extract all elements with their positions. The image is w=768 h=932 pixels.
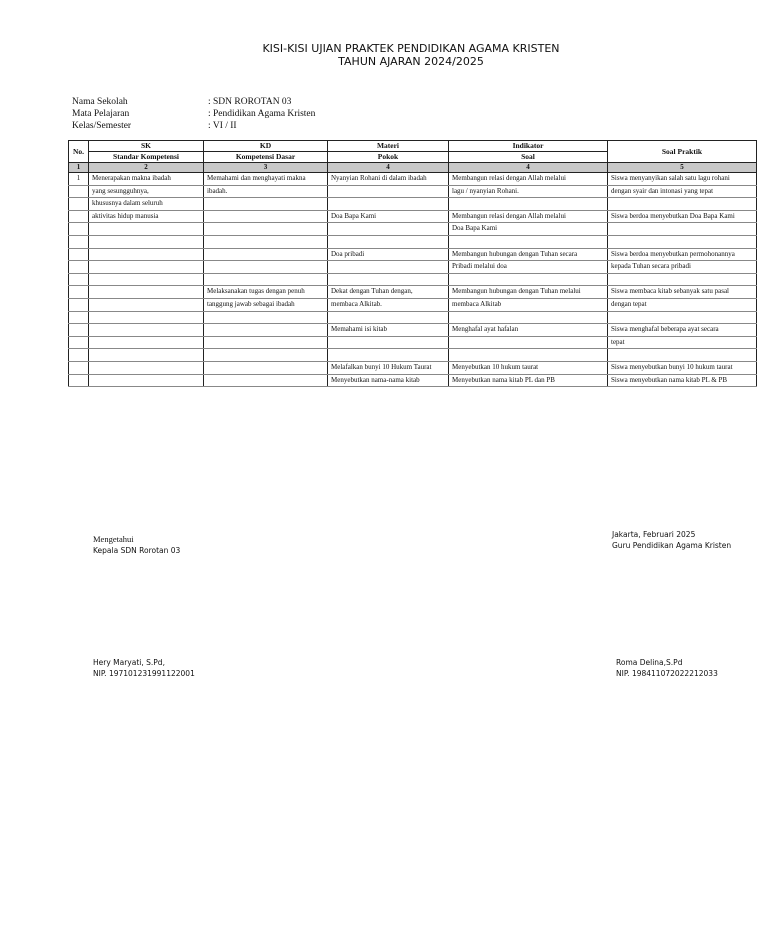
cell-standar-kompetensi	[89, 273, 204, 286]
teacher-name: Roma Delina,S.Pd	[616, 658, 683, 667]
cell-standar-kompetensi: aktivitas hidup manusia	[89, 210, 204, 223]
cell-materi-pokok: Memahami isi kitab	[328, 324, 449, 337]
col-subheader-indikator: Soal	[449, 152, 608, 163]
cell-soal-praktik	[608, 198, 757, 211]
cell-standar-kompetensi: Menerapakan makna ibadah	[89, 173, 204, 186]
cell-kompetensi-dasar	[204, 336, 328, 349]
info-value: : Pendidikan Agama Kristen	[208, 109, 316, 119]
cell-kompetensi-dasar: Melaksanakan tugas dengan penuh	[204, 286, 328, 299]
cell-materi-pokok	[328, 273, 449, 286]
teacher-title: Guru Pendidikan Agama Kristen	[612, 541, 732, 550]
col-header-materi: Materi	[328, 141, 449, 152]
column-number: 2	[89, 163, 204, 173]
cell-indikator-soal: Doa Bapa Kami	[449, 223, 608, 236]
cell-indikator-soal	[449, 349, 608, 362]
table-row	[69, 311, 757, 324]
cell-indikator-soal	[449, 336, 608, 349]
cell-materi-pokok	[328, 349, 449, 362]
cell-indikator-soal: Menyebutkan 10 hukum taurat	[449, 361, 608, 374]
cell-soal-praktik: dengan syair dan intonasi yang tepat	[608, 185, 757, 198]
cell-kompetensi-dasar	[204, 273, 328, 286]
info-label: Nama Sekolah	[72, 97, 128, 107]
col-header-no: No.	[69, 141, 89, 163]
cell-no	[69, 185, 89, 198]
table-row	[69, 173, 757, 186]
cell-materi-pokok	[328, 261, 449, 274]
info-value: : SDN ROROTAN 03	[208, 97, 292, 107]
teacher-nip: NIP. 198411072022212033	[616, 669, 718, 678]
cell-indikator-soal: Menghafal ayat hafalan	[449, 324, 608, 337]
cell-no	[69, 198, 89, 211]
cell-kompetensi-dasar	[204, 311, 328, 324]
info-label: Kelas/Semester	[72, 121, 132, 131]
cell-standar-kompetensi	[89, 261, 204, 274]
col-header-sk: SK	[89, 141, 204, 152]
cell-kompetensi-dasar	[204, 374, 328, 387]
cell-indikator-soal	[449, 198, 608, 211]
cell-standar-kompetensi	[89, 361, 204, 374]
cell-indikator-soal	[449, 273, 608, 286]
cell-kompetensi-dasar	[204, 210, 328, 223]
cell-soal-praktik: dengan tepat	[608, 298, 757, 311]
document-subtitle: TAHUN AJARAN 2024/2025	[338, 55, 484, 68]
cell-materi-pokok	[328, 223, 449, 236]
cell-soal-praktik	[608, 273, 757, 286]
cell-materi-pokok: Doa Bapa Kami	[328, 210, 449, 223]
col-header-soal-praktik: Soal Praktik	[608, 141, 757, 163]
cell-materi-pokok: Nyanyian Rohani di dalam ibadah	[328, 173, 449, 186]
cell-soal-praktik	[608, 349, 757, 362]
column-number: 3	[204, 163, 328, 173]
cell-kompetensi-dasar	[204, 223, 328, 236]
col-subheader-sk: Standar Kompetensi	[89, 152, 204, 163]
cell-no	[69, 311, 89, 324]
exam-grid-table	[68, 140, 757, 387]
table-row	[69, 286, 757, 299]
signature-left-name-block	[93, 657, 195, 679]
principal-nip: NIP. 197101231991122001	[93, 669, 195, 678]
cell-standar-kompetensi	[89, 324, 204, 337]
cell-indikator-soal: Membangun relasi dengan Allah melalui	[449, 210, 608, 223]
cell-no	[69, 223, 89, 236]
col-subheader-kd: Kompetensi Dasar	[204, 152, 328, 163]
cell-soal-praktik: Siswa menghafal beberapa ayat secara	[608, 324, 757, 337]
cell-materi-pokok	[328, 311, 449, 324]
cell-kompetensi-dasar: Memahami dan menghayati makna	[204, 173, 328, 186]
column-number: 5	[608, 163, 757, 173]
col-header-kd: KD	[204, 141, 328, 152]
cell-standar-kompetensi	[89, 311, 204, 324]
place-date: Jakarta, Februari 2025	[612, 530, 696, 539]
cell-soal-praktik: Siswa berdoa menyebutkan permohonannya	[608, 248, 757, 261]
cell-kompetensi-dasar	[204, 261, 328, 274]
cell-indikator-soal: Membangun hubungan dengan Tuhan secara	[449, 248, 608, 261]
cell-soal-praktik: Siswa menyebutkan bunyi 10 hukum taurat	[608, 361, 757, 374]
cell-soal-praktik: kepada Tuhan secara pribadi	[608, 261, 757, 274]
cell-standar-kompetensi	[89, 298, 204, 311]
cell-no	[69, 374, 89, 387]
cell-no	[69, 361, 89, 374]
principal-name: Hery Maryati, S.Pd,	[93, 658, 165, 667]
cell-no	[69, 235, 89, 248]
cell-indikator-soal: Pribadi melalui doa	[449, 261, 608, 274]
table-row	[69, 248, 757, 261]
table-row	[69, 261, 757, 274]
table-row	[69, 210, 757, 223]
acknowledged-label: Mengetahui	[93, 534, 134, 544]
cell-soal-praktik: tepat	[608, 336, 757, 349]
cell-standar-kompetensi	[89, 349, 204, 362]
column-number: 4	[328, 163, 449, 173]
cell-materi-pokok	[328, 235, 449, 248]
cell-no	[69, 298, 89, 311]
cell-materi-pokok: membaca Alkitab.	[328, 298, 449, 311]
table-row	[69, 223, 757, 236]
table-row	[69, 374, 757, 387]
info-row-subject	[72, 108, 315, 120]
info-row-school	[72, 96, 315, 108]
col-subheader-materi: Pokok	[328, 152, 449, 163]
cell-materi-pokok: Melafalkan bunyi 10 Hukum Taurat	[328, 361, 449, 374]
cell-indikator-soal: lagu / nyanyian Rohani.	[449, 185, 608, 198]
table-row	[69, 185, 757, 198]
cell-kompetensi-dasar: tanggung jawab sebagai ibadah	[204, 298, 328, 311]
cell-indikator-soal	[449, 311, 608, 324]
signature-right-name-block	[616, 657, 718, 679]
col-header-indikator: Indikator	[449, 141, 608, 152]
cell-soal-praktik	[608, 223, 757, 236]
cell-kompetensi-dasar	[204, 248, 328, 261]
cell-indikator-soal: Menyebutkan nama kitab PL dan PB	[449, 374, 608, 387]
cell-materi-pokok: Doa pribadi	[328, 248, 449, 261]
cell-materi-pokok: Dekat dengan Tuhan dengan,	[328, 286, 449, 299]
cell-indikator-soal: Membangun relasi dengan Allah melalui	[449, 173, 608, 186]
signature-right-heading	[612, 529, 731, 551]
cell-indikator-soal: membaca Alkitab	[449, 298, 608, 311]
cell-standar-kompetensi: khususnya dalam seluruh	[89, 198, 204, 211]
cell-soal-praktik: Siswa berdoa menyebutkan Doa Bapa Kami	[608, 210, 757, 223]
cell-standar-kompetensi: yang sesungguhnya,	[89, 185, 204, 198]
cell-standar-kompetensi	[89, 223, 204, 236]
cell-indikator-soal: Membangun hubungan dengan Tuhan melalui	[449, 286, 608, 299]
cell-soal-praktik: Siswa membaca kitab sebanyak satu pasal	[608, 286, 757, 299]
cell-no	[69, 336, 89, 349]
table-row	[69, 235, 757, 248]
cell-indikator-soal	[449, 235, 608, 248]
document-title: KISI-KISI UJIAN PRAKTEK PENDIDIKAN AGAMA KRISTEN	[262, 42, 560, 55]
cell-standar-kompetensi	[89, 235, 204, 248]
cell-materi-pokok	[328, 198, 449, 211]
cell-no	[69, 286, 89, 299]
cell-materi-pokok	[328, 336, 449, 349]
cell-standar-kompetensi	[89, 286, 204, 299]
table-row	[69, 273, 757, 286]
cell-soal-praktik: Siswa menyanyikan salah satu lagu rohani	[608, 173, 757, 186]
principal-title: Kepala SDN Rorotan 03	[93, 546, 181, 555]
cell-standar-kompetensi	[89, 336, 204, 349]
cell-no: 1	[69, 173, 89, 186]
cell-soal-praktik	[608, 311, 757, 324]
column-number-row	[69, 163, 757, 173]
table-row	[69, 361, 757, 374]
cell-no	[69, 261, 89, 274]
cell-kompetensi-dasar	[204, 235, 328, 248]
cell-kompetensi-dasar	[204, 349, 328, 362]
column-number: 1	[69, 163, 89, 173]
table-row	[69, 298, 757, 311]
cell-standar-kompetensi	[89, 248, 204, 261]
header-row-1	[69, 141, 757, 152]
cell-no	[69, 210, 89, 223]
info-row-class	[72, 120, 315, 132]
cell-kompetensi-dasar	[204, 361, 328, 374]
cell-soal-praktik: Siswa menyebutkan nama kitab PL & PB	[608, 374, 757, 387]
cell-no	[69, 349, 89, 362]
cell-soal-praktik	[608, 235, 757, 248]
info-label: Mata Pelajaran	[72, 109, 130, 119]
cell-materi-pokok	[328, 185, 449, 198]
cell-no	[69, 273, 89, 286]
cell-no	[69, 248, 89, 261]
table-row	[69, 198, 757, 211]
cell-kompetensi-dasar	[204, 198, 328, 211]
cell-kompetensi-dasar	[204, 324, 328, 337]
school-info	[72, 96, 315, 132]
cell-standar-kompetensi	[89, 374, 204, 387]
info-value: : VI / II	[208, 121, 237, 131]
column-number: 4	[449, 163, 608, 173]
table-row	[69, 324, 757, 337]
table-row	[69, 349, 757, 362]
table-row	[69, 336, 757, 349]
cell-kompetensi-dasar: ibadah.	[204, 185, 328, 198]
cell-materi-pokok: Menyebutkan nama-nama kitab	[328, 374, 449, 387]
cell-no	[69, 324, 89, 337]
signature-left-heading	[93, 534, 180, 556]
